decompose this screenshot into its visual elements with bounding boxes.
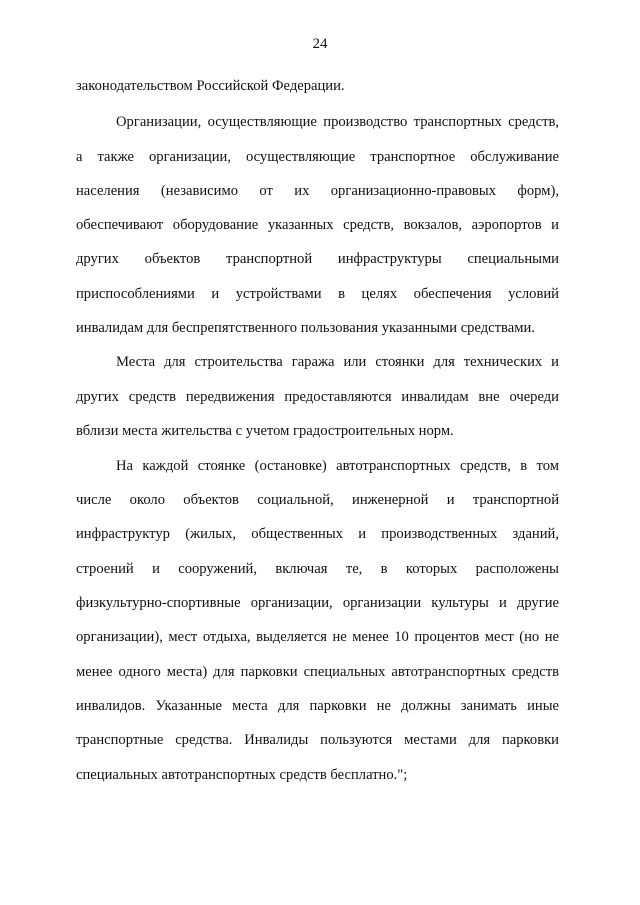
text-line: специальных автотранспортных средств бесплатно."; bbox=[76, 767, 408, 783]
text-line: а также организации, осуществляющие транспортное обслуживание bbox=[76, 149, 559, 165]
text-line: других объектов транспортной инфраструктуры специальными bbox=[76, 251, 559, 267]
text-line: На каждой стоянке (остановке) автотранспортных средств, в том bbox=[116, 458, 559, 474]
text-line: Организации, осуществляющие производство транспортных средств, bbox=[116, 114, 559, 130]
text-line: других средств передвижения предоставляются инвалидам вне очереди bbox=[76, 389, 559, 405]
text-line: населения (независимо от их организационно-правовых форм), bbox=[76, 183, 559, 199]
text-line: вблизи места жительства с учетом градостроительных норм. bbox=[76, 423, 454, 439]
text-line: инвалидам для беспрепятственного пользования указанными средствами. bbox=[76, 320, 535, 336]
page-number: 24 bbox=[312, 36, 328, 52]
text-line: физкультурно-спортивные организации, организации культуры и другие bbox=[76, 595, 559, 611]
text-line: инфраструктур (жилых, общественных и производственных зданий, bbox=[76, 526, 559, 542]
text-line: обеспечивают оборудование указанных средств, вокзалов, аэропортов и bbox=[76, 217, 559, 233]
text-line: приспособлениями и устройствами в целях обеспечения условий bbox=[76, 286, 559, 302]
text-line: менее одного места) для парковки специальных автотранспортных средств bbox=[76, 664, 559, 680]
text-line: инвалидов. Указанные места для парковки не должны занимать иные bbox=[76, 698, 559, 714]
text-line: транспортные средства. Инвалиды пользуются местами для парковки bbox=[76, 732, 559, 748]
text-line: законодательством Российской Федерации. bbox=[76, 78, 345, 94]
text-line: организации), мест отдыха, выделяется не менее 10 процентов мест (но не bbox=[76, 629, 559, 645]
text-line: числе около объектов социальной, инженерной и транспортной bbox=[76, 492, 559, 508]
text-line: Места для строительства гаража или стоянки для технических и bbox=[116, 354, 559, 370]
text-line: строений и сооружений, включая те, в которых расположены bbox=[76, 561, 559, 577]
